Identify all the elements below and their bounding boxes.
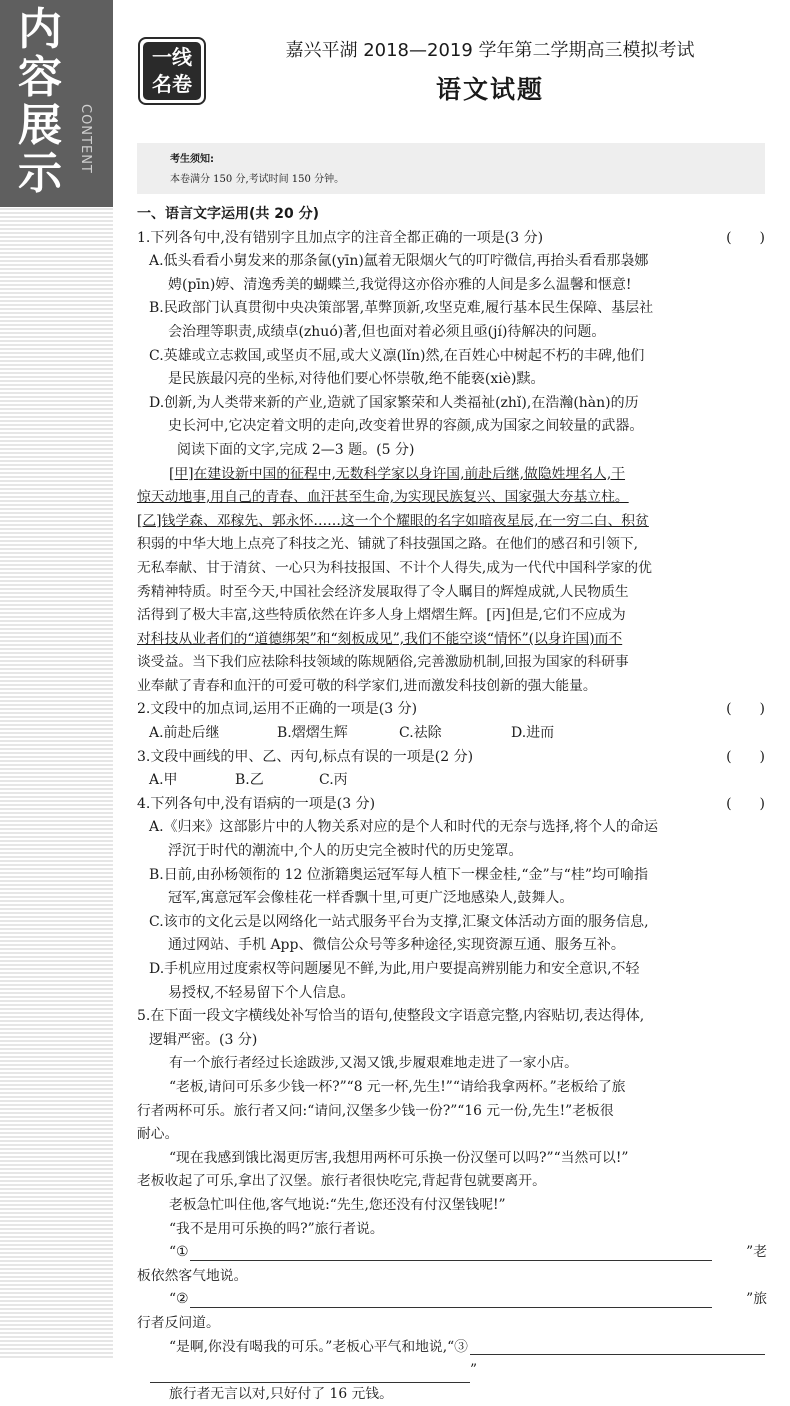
- blank-3-line[interactable]: [470, 1337, 765, 1355]
- passage-line: 惊天动地事,用自己的青春、血汗甚至生命,为实现民族复兴、国家强大夯基立柱。: [137, 489, 629, 506]
- blank-3-line-cont[interactable]: [150, 1367, 470, 1383]
- option-b: B.熠熠生辉: [277, 725, 348, 742]
- notice-box: [137, 143, 765, 194]
- story-line: 有一个旅行者经过长途跋涉,又渴又饿,步履艰难地走进了一家小店。: [169, 1055, 578, 1072]
- question-2: [137, 698, 767, 745]
- story-line: 行者两杯可乐。旅行者又问:“请问,汉堡多少钱一份?”“16 元一份,先生!”老板很: [137, 1102, 614, 1119]
- question-stem-text: 2.文段中的加点词,运用不正确的一项是(3 分): [137, 701, 418, 718]
- option-a-line: A.《归来》这部影片中的人物关系对应的是个人和时代的无奈与选择,将个人的命运: [149, 819, 659, 836]
- passage-line: 对科技从业者们的“道德绑架”和“刻板成见”,我们不能空谈“情怀”(以身许国)而不: [137, 630, 623, 647]
- question-3: [137, 746, 767, 793]
- story-line: “我不是用可乐换的吗?”旅行者说。: [169, 1220, 384, 1237]
- question-3-stem: [137, 746, 767, 770]
- blank-2-line[interactable]: [190, 1290, 712, 1308]
- question-5-passage: [137, 1052, 767, 1406]
- question-4: [137, 793, 767, 1005]
- side-title: [10, 6, 70, 198]
- option-a-line: 娉(pīn)婷、清逸秀美的蝴蝶兰,我觉得这亦俗亦雅的人间是多么温馨和惬意!: [168, 276, 632, 293]
- brand-badge: [138, 37, 206, 105]
- option-d-line: D.创新,为人类带来新的产业,造就了国家繁荣和人类福祉(zhǐ),在浩瀚(hàn)的历: [149, 394, 639, 411]
- option-a-line: A.低头看看小舅发来的那条氤(yīn)氲着无限烟火气的叮咛微信,再抬头看看那袅娜: [149, 253, 649, 270]
- side-title-char: 示: [18, 148, 62, 199]
- question-stem-text: 3.文段中画线的甲、乙、丙句,标点有误的一项是(2 分): [137, 748, 474, 765]
- story-line: 旅行者无言以对,只好付了 16 元钱。: [169, 1385, 393, 1402]
- option-d-line: D.手机应用过度索权等问题屡见不鲜,为此,用户要提高辨别能力和安全意识,不轻: [149, 961, 640, 977]
- story-line: 行者反问道。: [137, 1314, 220, 1331]
- question-5-stem-line: 5.在下面一段文字横线处补写恰当的语句,使整段文字语意完整,内容贴切,表达得体,: [137, 1008, 645, 1025]
- question-5: [137, 1005, 767, 1406]
- blank-3-close: ”: [470, 1362, 478, 1379]
- reading-intro: 阅读下面的文字,完成 2—3 题。(5 分): [177, 441, 415, 458]
- option-c: C.祛除: [399, 725, 442, 742]
- answer-paren: ( ): [726, 748, 765, 765]
- side-title-char: 展: [18, 100, 62, 151]
- passage-line: [甲]在建设新中国的征程中,无数科学家以身许国,前赴后继,做隐姓埋名人,干: [169, 465, 626, 482]
- passage-line: 积弱的中华大地上点亮了科技之光、铺就了科技强国之路。在他们的感召和引领下,: [137, 536, 639, 553]
- section-title: 一、语言文字运用(共 20 分): [137, 206, 320, 222]
- blank-1-row: [137, 1241, 767, 1265]
- blank-2-open: “②: [169, 1291, 189, 1308]
- side-title-char: 容: [18, 52, 62, 103]
- question-3-options: [137, 769, 767, 793]
- option-d-line: 易授权,不轻易留下个人信息。: [168, 984, 355, 1001]
- passage-line: 秀精神特质。时至今天,中国社会经济发展取得了令人瞩目的辉煌成就,人民物质生: [137, 583, 629, 600]
- option-c: C.丙: [319, 772, 348, 789]
- option-b-line: B.民政部门认真贯彻中央决策部署,革弊顶新,攻坚克难,履行基本民生保障、基层社: [149, 300, 654, 317]
- blank-1-open: “①: [169, 1244, 189, 1261]
- option-a-line: 浮沉于时代的潮流中,个人的历史完全被时代的历史笼罩。: [168, 843, 523, 860]
- blank-3-row: [137, 1336, 767, 1360]
- question-stem-text: 1.下列各句中,没有错别字且加点字的注音全都正确的一项是(3 分): [137, 229, 544, 246]
- exam-subject: 语文试题: [435, 75, 544, 104]
- option-a: A.前赴后继: [149, 725, 220, 742]
- option-b-line: 会治理等职责,成绩卓(zhuó)著,但也面对着必须且亟(jí)待解决的问题。: [168, 323, 606, 340]
- side-title-char: 内: [18, 4, 62, 55]
- option-d-line: 史长河中,它决定着文明的走向,改变着世界的容颜,成为国家之间较量的武器。: [168, 418, 644, 435]
- badge-line2: 名卷: [152, 72, 192, 96]
- option-b-line: B.日前,由孙杨领衔的 12 位浙籍奥运冠军每人植下一棵金桂,“金”与“桂”均可喻指: [149, 866, 648, 883]
- question-1: [137, 227, 767, 439]
- brand-badge-inner: [143, 42, 201, 100]
- option-b-line: 冠军,寓意冠军会像桂花一样香飘十里,可更广泛地感染人,鼓舞人。: [168, 890, 574, 907]
- blank-2-row: [137, 1288, 767, 1312]
- blank-1-close: ”老: [746, 1244, 767, 1261]
- blank-3-cont-row: [137, 1359, 767, 1383]
- notice-text: 本卷满分 150 分,考试时间 150 分钟。: [170, 174, 345, 185]
- answer-paren: ( ): [726, 701, 765, 718]
- notice-label: 考生须知:: [170, 154, 214, 165]
- blank-1-line[interactable]: [190, 1243, 712, 1261]
- reading-passage: [137, 463, 767, 699]
- badge-line1: 一线: [152, 45, 192, 69]
- question-1-stem: [137, 227, 767, 251]
- side-subtitle-en: CONTENT: [78, 104, 93, 174]
- story-line: 老板急忙叫住他,客气地说:“先生,您还没有付汉堡钱呢!”: [169, 1196, 506, 1213]
- answer-paren: ( ): [726, 229, 765, 246]
- passage-line: 活得到了极大丰富,这些特质依然在许多人身上熠熠生辉。[丙]但是,它们不应成为: [137, 607, 626, 624]
- exam-content: [137, 203, 767, 1406]
- story-line: 板依然客气地说。: [137, 1267, 248, 1284]
- option-a: A.甲: [149, 772, 178, 789]
- question-5-stem-line: 逻辑严密。(3 分): [149, 1031, 258, 1048]
- option-b: B.乙: [235, 772, 264, 789]
- exam-title: 嘉兴平湖 2018—2019 学年第二学期高三模拟考试: [285, 40, 695, 61]
- passage-line: 无私奉献、甘于清贫、一心只为科技报国、不计个人得失,成为一代代中国科学家的优: [137, 559, 652, 576]
- blank-3-lead: “是啊,你没有喝我的可乐。”老板心平气和地说,“③: [169, 1338, 468, 1355]
- question-4-stem: [137, 793, 767, 817]
- passage-line: 谈受益。当下我们应祛除科技领域的陈规陋俗,完善激励机制,回报为国家的科研事: [137, 654, 629, 671]
- story-line: 老板收起了可乐,拿出了汉堡。旅行者很快吃完,背起背包就要离开。: [137, 1173, 546, 1190]
- story-line: “老板,请问可乐多少钱一杯?”“8 元一杯,先生!”“请给我拿两杯。”老板给了旅: [169, 1078, 626, 1095]
- option-d: D.进而: [511, 725, 555, 742]
- story-line: “现在我感到饿比渴更厉害,我想用两杯可乐换一份汉堡可以吗?”“当然可以!”: [169, 1149, 629, 1166]
- option-c-line: 是民族最闪亮的坐标,对待他们要心怀崇敬,绝不能亵(xiè)黩。: [168, 371, 545, 388]
- story-line: 耐心。: [137, 1126, 179, 1143]
- answer-paren: ( ): [726, 795, 765, 812]
- option-c-line: C.英雄或立志救国,或坚贞不屈,或大义凛(lǐn)然,在百姓心中树起不朽的丰碑,他们: [149, 347, 645, 364]
- side-header-block: [0, 0, 113, 207]
- passage-line: 业奉献了青春和血汗的可爱可敬的科学家们,进而激发科技创新的强大能量。: [137, 677, 597, 694]
- option-c-line: C.该市的文化云是以网络化一站式服务平台为支撑,汇聚文体活动方面的服务信息,: [149, 913, 649, 930]
- question-2-options: [137, 722, 767, 746]
- question-2-stem: [137, 698, 767, 722]
- option-c-line: 通过网站、手机 App、微信公众号等多种途径,实现资源互通、服务互补。: [168, 937, 625, 954]
- question-stem-text: 4.下列各句中,没有语病的一项是(3 分): [137, 795, 376, 812]
- passage-line: [乙]钱学森、邓稼先、郭永怀……这一个个耀眼的名字如暗夜星辰,在一穷二白、积贫: [137, 512, 649, 529]
- blank-2-close: ”旅: [746, 1291, 767, 1308]
